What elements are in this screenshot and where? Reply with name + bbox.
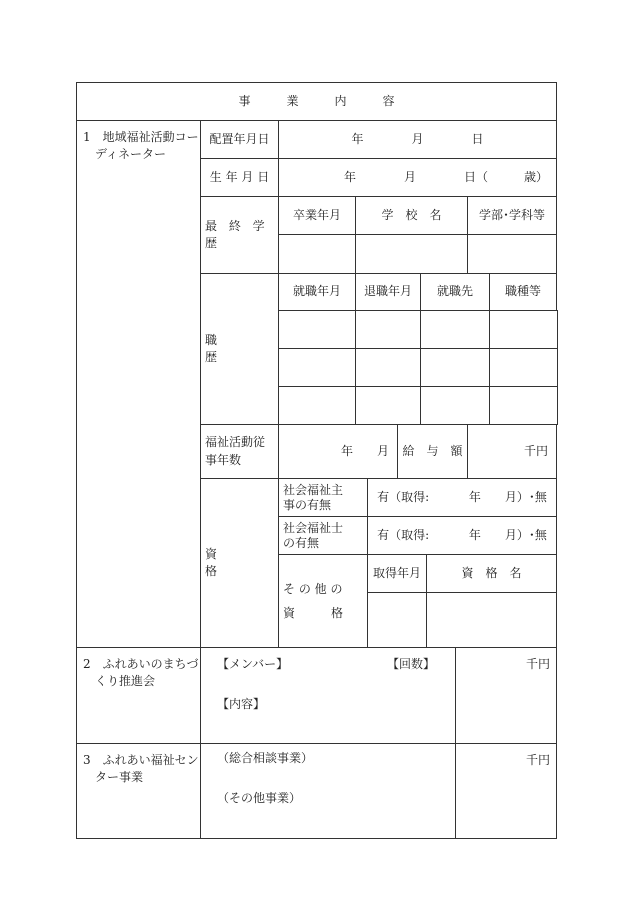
qualification-label: 資 格 [200, 478, 279, 648]
job-history-label: 職 歴 [200, 273, 279, 425]
job-col-end: 退職年月 [355, 273, 421, 311]
job-history-cell[interactable] [489, 348, 558, 387]
other-qualifications-label: そ の 他 の 資 格 [278, 554, 368, 648]
job-history-cell[interactable] [278, 386, 356, 425]
job-history-cell[interactable] [420, 310, 490, 349]
edu-graduation-field[interactable] [278, 234, 356, 274]
job-col-employer: 就職先 [420, 273, 490, 311]
section-3-title: 3 ふれあい福祉セン ター事業 [76, 743, 201, 839]
table-header: 事 業 内 容 [76, 82, 557, 121]
job-history-cell[interactable] [420, 386, 490, 425]
welfare-years-label: 福祉活動従 事年数 [200, 424, 279, 479]
social-welfare-officer-field[interactable]: 有（取得: 年 月）･無 [367, 478, 557, 517]
placement-date-label: 配置年月日 [200, 120, 279, 159]
other-qual-name-field[interactable] [426, 592, 557, 648]
job-history-cell[interactable] [278, 348, 356, 387]
content-label: 【内容】 [217, 697, 266, 711]
job-history-cell[interactable] [489, 386, 558, 425]
other-qual-col-name: 資 格 名 [426, 554, 557, 593]
other-qual-date-field[interactable] [367, 592, 427, 648]
edu-col-faculty: 学部･学科等 [467, 196, 557, 235]
job-col-start: 就職年月 [278, 273, 356, 311]
consultation-label: （総合相談事業） [217, 751, 314, 765]
job-history-cell[interactable] [355, 310, 421, 349]
social-worker-field[interactable]: 有（取得: 年 月）･無 [367, 516, 557, 555]
job-history-cell[interactable] [420, 348, 490, 387]
placement-date-field[interactable]: 年 月 日 [278, 120, 557, 159]
birth-date-field[interactable]: 年 月 日（ 歳） [278, 158, 557, 197]
count-label: 【回数】 [387, 657, 436, 671]
edu-col-school: 学 校 名 [355, 196, 468, 235]
edu-school-field[interactable] [355, 234, 468, 274]
other-qual-col-date: 取得年月 [367, 554, 427, 593]
edu-col-graduation: 卒業年月 [278, 196, 356, 235]
other-business-label: （その他事業） [217, 791, 302, 805]
edu-faculty-field[interactable] [467, 234, 557, 274]
salary-label: 給 与 額 [397, 424, 468, 479]
salary-field[interactable]: 千円 [467, 424, 557, 479]
job-col-type: 職種等 [489, 273, 557, 311]
education-label: 最 終 学 歴 [200, 196, 279, 274]
members-label: 【メンバー】 [217, 657, 289, 671]
job-history-cell[interactable] [355, 386, 421, 425]
section-3-content[interactable] [200, 743, 456, 839]
social-welfare-officer-label: 社会福祉主 事の有無 [278, 478, 368, 517]
section-3-amount[interactable]: 千円 [455, 743, 557, 839]
section-2-title: 2 ふれあいのまちづ くり推進会 [76, 647, 201, 744]
birth-date-label: 生 年 月 日 [200, 158, 279, 197]
welfare-years-field[interactable]: 年 月 [278, 424, 398, 479]
social-worker-label: 社会福祉士 の有無 [278, 516, 368, 555]
job-history-cell[interactable] [278, 310, 356, 349]
section-1-title: 1 地域福祉活動コー ディネーター [76, 120, 201, 648]
section-2-content[interactable] [200, 647, 456, 744]
job-history-cell[interactable] [489, 310, 558, 349]
job-history-cell[interactable] [355, 348, 421, 387]
section-2-amount[interactable]: 千円 [455, 647, 557, 744]
